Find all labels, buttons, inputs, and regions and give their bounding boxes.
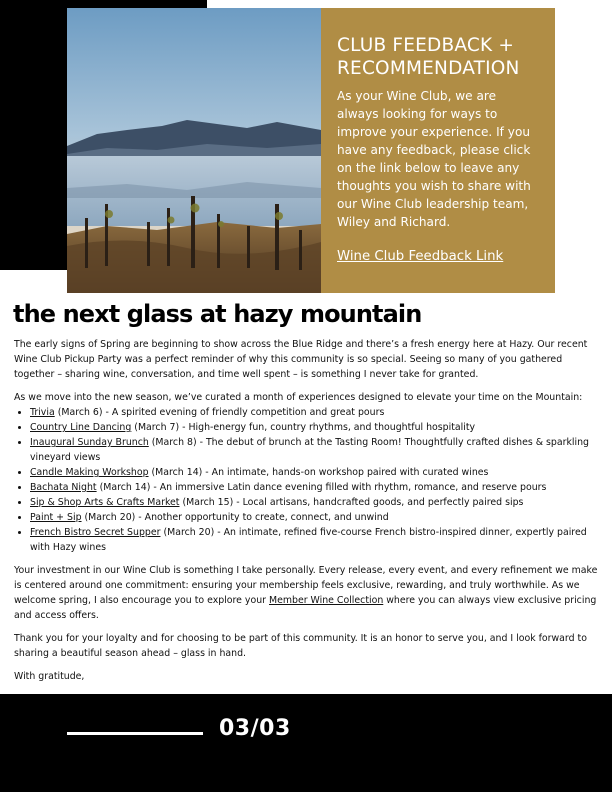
events-list bbox=[14, 405, 600, 555]
event-detail: (March 20) - Another opportunity to create, connect, and unwind bbox=[81, 512, 389, 523]
event-detail: (March 14) - An intimate, hands-on workshop paired with curated wines bbox=[148, 467, 489, 478]
event-detail: (March 15) - Local artisans, handcrafted goods, and perfectly paired sips bbox=[179, 497, 524, 508]
event-item bbox=[30, 420, 600, 435]
event-link-candle-workshop[interactable]: Candle Making Workshop bbox=[30, 467, 149, 478]
letter-content bbox=[14, 337, 600, 715]
event-detail: (March 6) - A spirited evening of friendly competition and great pours bbox=[54, 407, 385, 418]
event-detail: (March 14) - An immersive Latin dance evening filled with rhythm, romance, and reserve pours bbox=[96, 482, 547, 493]
black-accent-strip bbox=[67, 0, 207, 8]
event-item bbox=[30, 495, 600, 510]
signoff-greeting: With gratitude, bbox=[14, 671, 85, 682]
event-item bbox=[30, 435, 600, 465]
event-link-paint-sip[interactable]: Paint + Sip bbox=[30, 512, 82, 523]
vineyard-illustration bbox=[67, 8, 321, 293]
page-headline: the next glass at hazy mountain bbox=[13, 300, 422, 328]
event-item bbox=[30, 465, 600, 480]
event-detail: (March 7) - High-energy fun, country rhythms, and thoughtful hospitality bbox=[131, 422, 476, 433]
event-link-trivia[interactable]: Trivia bbox=[30, 407, 55, 418]
event-detail: (March 8) - The debut of brunch at the Tasting Room! Thoughtfully crafted dishes & sparkling vineyard views bbox=[30, 437, 590, 463]
event-link-line-dancing[interactable]: Country Line Dancing bbox=[30, 422, 132, 433]
investment-text-end: where you can always view exclusive pricing and access offers. bbox=[14, 595, 597, 621]
vineyard-photo bbox=[67, 8, 321, 293]
event-item bbox=[30, 405, 600, 420]
thanks-paragraph: Thank you for your loyalty and for choosing to be part of this community. It is an honor to serve you, and I look forward to sharing a beautiful season ahead – glass in hand. bbox=[14, 633, 587, 659]
feedback-title: CLUB FEEDBACK + RECOMMENDATION bbox=[337, 35, 520, 79]
feedback-body: As your Wine Club, we are always looking for ways to improve your experience. If you have any feedback, please click on the link below to leave any thoughts you wish to share with our Wine Club leadership team, Wiley and Richard. bbox=[337, 89, 531, 229]
member-wine-collection-link[interactable]: Member Wine Collection bbox=[269, 595, 384, 606]
event-link-brunch[interactable]: Inaugural Sunday Brunch bbox=[30, 437, 149, 448]
black-accent-bar bbox=[0, 0, 67, 270]
event-item bbox=[30, 525, 600, 555]
event-link-bachata[interactable]: Bachata Night bbox=[30, 482, 97, 493]
feedback-link[interactable]: Wine Club Feedback Link bbox=[337, 249, 504, 264]
page-footer bbox=[0, 694, 612, 792]
footer-divider bbox=[67, 732, 203, 735]
investment-paragraph bbox=[14, 563, 600, 623]
investment-text: Your investment in our Wine Club is something I take personally. Every release, every event, and every refinement we make is centered around one commitment: ensuring your membership feels exclusive, rewarding, and truly worthwhile. As we welcome spring, I also encourage you to explore your bbox=[14, 565, 598, 606]
event-link-market[interactable]: Sip & Shop Arts & Crafts Market bbox=[30, 497, 180, 508]
intro-paragraph: The early signs of Spring are beginning to show across the Blue Ridge and there’s a fresh energy here at Hazy. Our recent Wine Club Pickup Party was a perfect reminder of why this community is so special. Seeing so many of you gathered together – sharing wine, conversation, and time well spent – is something I never take for granted. bbox=[14, 339, 588, 380]
page-number: 03/03 bbox=[219, 716, 291, 741]
event-item bbox=[30, 480, 600, 495]
events-intro: As we move into the new season, we’ve curated a month of experiences designed to elevate your time on the Mountain: bbox=[14, 392, 583, 403]
feedback-panel bbox=[321, 8, 555, 293]
event-link-bistro-supper[interactable]: French Bistro Secret Supper bbox=[30, 527, 161, 538]
event-item bbox=[30, 510, 600, 525]
event-detail: (March 20) - An intimate, refined five-course French bistro-inspired dinner, expertly paired with Hazy wines bbox=[30, 527, 587, 553]
